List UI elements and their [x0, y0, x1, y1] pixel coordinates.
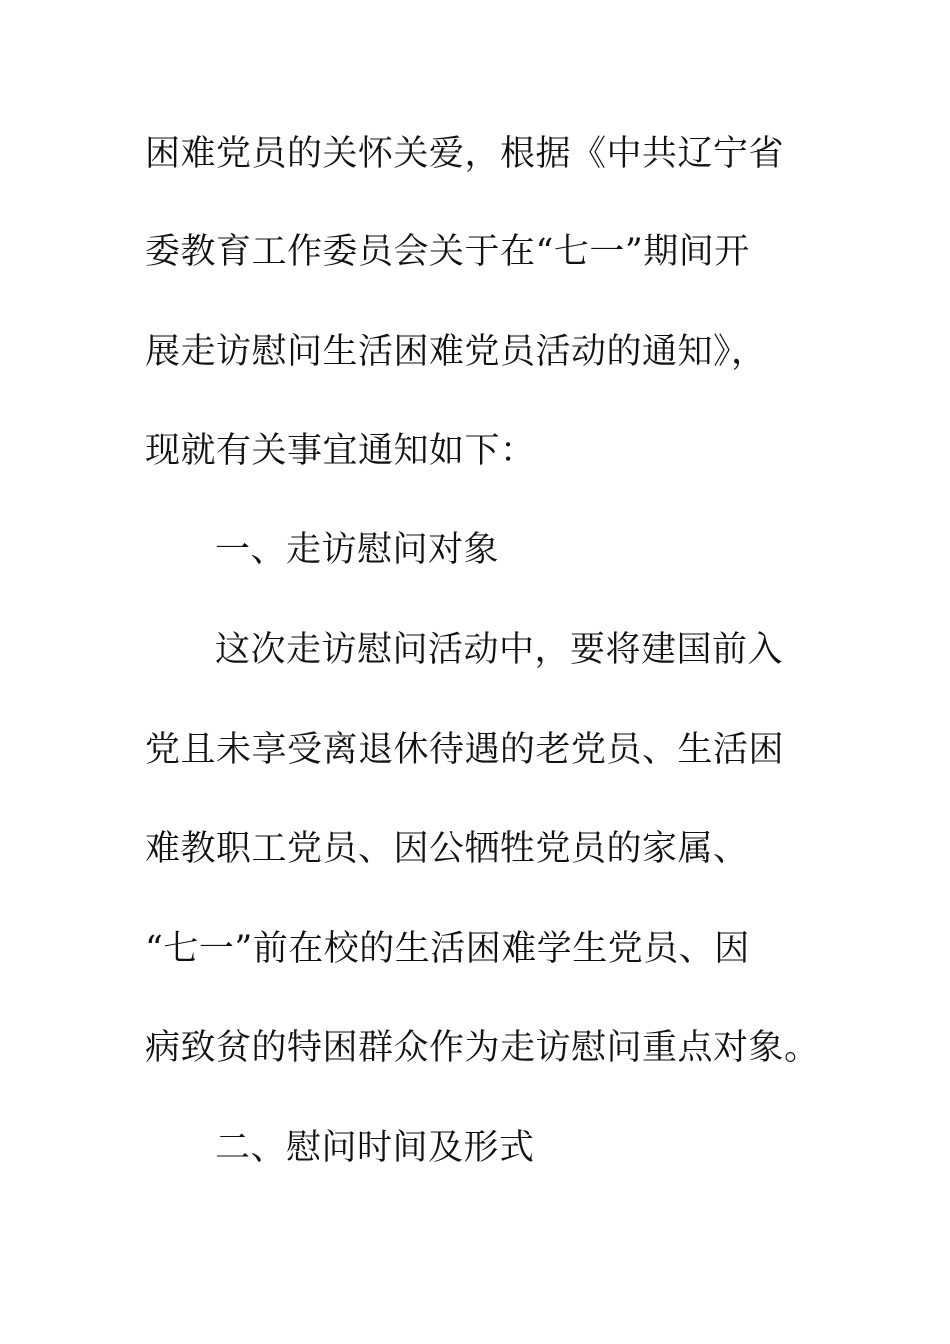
body-text-line: “七一”前在校的生活困难学生党员、因 — [145, 929, 750, 969]
paragraph-first-line: 这次走访慰问活动中，要将建国前入 — [215, 630, 784, 670]
body-text-line: 困难党员的关怀关爱，根据《中共辽宁省 — [145, 134, 785, 174]
body-text-line: 委教育工作委员会关于在“七一”期间开 — [145, 232, 750, 272]
body-text-line: 难教职工党员、因公牺牲党员的家属、 — [145, 829, 749, 869]
body-text-line: 党且未享受离退休待遇的老党员、生活困 — [145, 730, 785, 770]
section-heading-2: 二、慰问时间及形式 — [215, 1128, 535, 1168]
section-heading-1: 一、走访慰问对象 — [215, 530, 500, 570]
body-text-line: 现就有关事宜通知如下： — [145, 431, 536, 471]
body-text-line: 病致贫的特困群众作为走访慰问重点对象。 — [145, 1028, 820, 1068]
body-text-line: 展走访慰问生活困难党员活动的通知》， — [145, 332, 767, 372]
